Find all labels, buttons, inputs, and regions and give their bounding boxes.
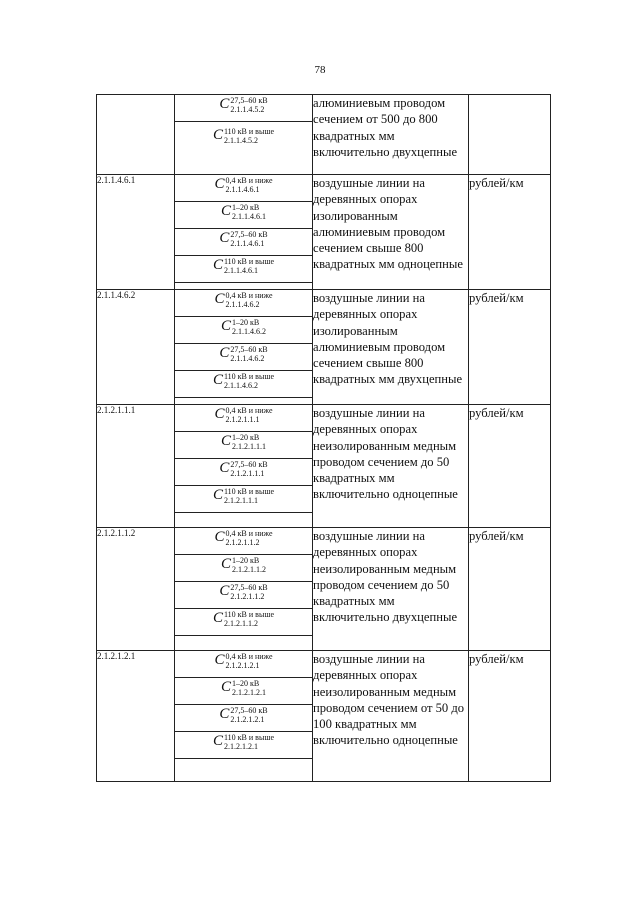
formula-cell xyxy=(175,344,313,371)
formula-cell xyxy=(175,459,313,486)
rate-formula: C 110 кВ и выше 2.1.1.4.5.2 xyxy=(212,126,275,145)
formula-subscript: 2.1.2.1.1.1 xyxy=(223,495,258,505)
formula-superscript: 110 кВ и выше xyxy=(223,732,275,742)
rate-formula: C 110 кВ и выше 2.1.1.4.6.1 xyxy=(212,256,275,275)
formula-cell xyxy=(175,678,313,705)
formula-subscript: 2.1.1.4.5.2 xyxy=(230,104,265,114)
formula-cell-empty xyxy=(175,398,313,405)
rate-formula: C 27,5–60 кВ 2.1.2.1.2.1 xyxy=(219,705,268,724)
formula-cell xyxy=(175,609,313,636)
rate-formula: C 27,5–60 кВ 2.1.1.4.6.1 xyxy=(219,229,268,248)
formula-superscript: 27,5–60 кВ xyxy=(230,582,268,592)
table-row xyxy=(97,405,551,432)
formula-subscript: 2.1.2.1.2.1 xyxy=(223,741,258,751)
rate-formula: C 27,5–60 кВ 2.1.2.1.1.1 xyxy=(219,459,268,478)
description-cell: алюминиевым проводом сечением от 500 до 800 квадратных мм включительно двухцепные xyxy=(313,95,469,175)
unit-cell xyxy=(469,95,551,175)
rate-formula: C 110 кВ и выше 2.1.1.4.6.2 xyxy=(212,371,275,390)
rate-formula: C 110 кВ и выше 2.1.2.1.2.1 xyxy=(212,732,275,751)
description-cell: воздушные линии на деревянных опорах неизолированным медным проводом сечением от 50 до 100 квадратных мм включительно одноцепные xyxy=(313,651,469,782)
code-cell: 2.1.2.1.1.1 xyxy=(97,405,175,528)
formula-cell xyxy=(175,317,313,344)
formula-cell xyxy=(175,528,313,555)
formula-superscript: 27,5–60 кВ xyxy=(230,459,268,469)
formula-subscript: 2.1.1.4.6.2 xyxy=(225,299,260,309)
unit-cell: рублей/км xyxy=(469,290,551,405)
formula-superscript: 27,5–60 кВ xyxy=(230,344,268,354)
table-row xyxy=(97,175,551,202)
formula-superscript: 110 кВ и выше xyxy=(223,371,275,381)
rate-formula: C 0,4 кВ и ниже 2.1.1.4.6.2 xyxy=(214,290,273,309)
formula-cell xyxy=(175,175,313,202)
formula-subscript: 2.1.2.1.2.1 xyxy=(230,714,265,724)
table-row xyxy=(97,651,551,678)
formula-superscript: 27,5–60 кВ xyxy=(230,229,268,239)
formula-superscript: 0,4 кВ и ниже xyxy=(225,528,273,538)
formula-superscript: 1–20 кВ xyxy=(232,317,260,327)
formula-superscript: 110 кВ и выше xyxy=(223,609,275,619)
formula-superscript: 1–20 кВ xyxy=(232,202,260,212)
rate-formula: C 0,4 кВ и ниже 2.1.2.1.2.1 xyxy=(214,651,273,670)
formula-subscript: 2.1.1.4.6.2 xyxy=(230,353,265,363)
formula-superscript: 1–20 кВ xyxy=(232,555,260,565)
formula-cell xyxy=(175,122,313,175)
description-cell: воздушные линии на деревянных опорах изолированным алюминиевым проводом сечением свыше 800 квадратных мм двухцепные xyxy=(313,290,469,405)
formula-cell xyxy=(175,371,313,398)
formula-superscript: 110 кВ и выше xyxy=(223,256,275,266)
formula-subscript: 2.1.1.4.6.1 xyxy=(232,211,266,221)
rate-formula: C 0,4 кВ и ниже 2.1.1.4.6.1 xyxy=(214,175,273,194)
formula-subscript: 2.1.2.1.1.1 xyxy=(225,414,260,424)
rate-formula: C 27,5–60 кВ 2.1.1.4.6.2 xyxy=(219,344,268,363)
formula-subscript: 2.1.2.1.1.2 xyxy=(223,618,258,628)
formula-superscript: 110 кВ и выше xyxy=(223,126,275,136)
formula-cell-empty xyxy=(175,513,313,528)
formula-superscript: 27,5–60 кВ xyxy=(230,95,268,105)
rate-formula: C 110 кВ и выше 2.1.2.1.1.1 xyxy=(212,486,275,505)
formula-cell xyxy=(175,229,313,256)
formula-subscript: 2.1.2.1.1.2 xyxy=(232,564,266,574)
description-cell: воздушные линии на деревянных опорах неизолированным медным проводом сечением до 50 квадратных мм включительно одноцепные xyxy=(313,405,469,528)
formula-superscript: 1–20 кВ xyxy=(232,678,260,688)
formula-subscript: 2.1.2.1.1.2 xyxy=(225,537,260,547)
formula-cell xyxy=(175,582,313,609)
formula-cell xyxy=(175,256,313,283)
formula-superscript: 0,4 кВ и ниже xyxy=(225,175,273,185)
formula-cell xyxy=(175,486,313,513)
formula-subscript: 2.1.1.4.6.1 xyxy=(230,238,265,248)
formula-cell xyxy=(175,705,313,732)
table-row xyxy=(97,95,551,122)
rate-formula: C 27,5–60 кВ 2.1.2.1.1.2 xyxy=(219,582,268,601)
formula-superscript: 1–20 кВ xyxy=(232,432,260,442)
formula-subscript: 2.1.2.1.1.1 xyxy=(230,468,265,478)
tariff-table xyxy=(96,94,551,782)
formula-subscript: 2.1.1.4.6.2 xyxy=(232,326,266,336)
description-cell: воздушные линии на деревянных опорах изолированным алюминиевым проводом сечением свыше 800 квадратных мм одноцепные xyxy=(313,175,469,290)
description-cell: воздушные линии на деревянных опорах неизолированным медным проводом сечением до 50 квадратных мм включительно двухцепные xyxy=(313,528,469,651)
formula-superscript: 27,5–60 кВ xyxy=(230,705,268,715)
formula-cell xyxy=(175,432,313,459)
formula-subscript: 2.1.2.1.2.1 xyxy=(232,687,266,697)
unit-cell: рублей/км xyxy=(469,405,551,528)
formula-superscript: 0,4 кВ и ниже xyxy=(225,651,273,661)
unit-cell: рублей/км xyxy=(469,528,551,651)
rate-formula: C 27,5–60 кВ 2.1.1.4.5.2 xyxy=(219,95,268,114)
unit-cell: рублей/км xyxy=(469,651,551,782)
formula-cell xyxy=(175,202,313,229)
code-cell: 2.1.1.4.6.1 xyxy=(97,175,175,290)
rate-formula: C 0,4 кВ и ниже 2.1.2.1.1.1 xyxy=(214,405,273,424)
page-number: 78 xyxy=(314,64,326,76)
formula-cell-empty xyxy=(175,636,313,651)
rate-formula: C 1–20 кВ 2.1.1.4.6.2 xyxy=(220,317,266,336)
rate-formula: C 110 кВ и выше 2.1.2.1.1.2 xyxy=(212,609,275,628)
formula-cell xyxy=(175,405,313,432)
rate-formula: C 1–20 кВ 2.1.2.1.1.1 xyxy=(220,432,266,451)
formula-subscript: 2.1.1.4.5.2 xyxy=(223,135,258,145)
formula-cell-empty xyxy=(175,759,313,782)
formula-cell-empty xyxy=(175,283,313,290)
formula-cell xyxy=(175,651,313,678)
formula-subscript: 2.1.1.4.6.1 xyxy=(223,265,258,275)
rate-formula: C 1–20 кВ 2.1.1.4.6.1 xyxy=(220,202,266,221)
rate-formula: C 1–20 кВ 2.1.2.1.1.2 xyxy=(220,555,266,574)
formula-subscript: 2.1.2.1.1.1 xyxy=(232,441,266,451)
table-row xyxy=(97,290,551,317)
rate-formula: C 0,4 кВ и ниже 2.1.2.1.1.2 xyxy=(214,528,273,547)
formula-subscript: 2.1.2.1.1.2 xyxy=(230,591,265,601)
formula-superscript: 0,4 кВ и ниже xyxy=(225,290,273,300)
formula-subscript: 2.1.1.4.6.1 xyxy=(225,184,260,194)
code-cell: 2.1.2.1.1.2 xyxy=(97,528,175,651)
code-cell xyxy=(97,95,175,175)
formula-cell xyxy=(175,555,313,582)
formula-subscript: 2.1.2.1.2.1 xyxy=(225,660,260,670)
formula-superscript: 110 кВ и выше xyxy=(223,486,275,496)
formula-subscript: 2.1.1.4.6.2 xyxy=(223,380,258,390)
rate-formula: C 1–20 кВ 2.1.2.1.2.1 xyxy=(220,678,266,697)
formula-superscript: 0,4 кВ и ниже xyxy=(225,405,273,415)
formula-cell xyxy=(175,732,313,759)
table-row xyxy=(97,528,551,555)
code-cell: 2.1.2.1.2.1 xyxy=(97,651,175,782)
unit-cell: рублей/км xyxy=(469,175,551,290)
formula-cell xyxy=(175,290,313,317)
code-cell: 2.1.1.4.6.2 xyxy=(97,290,175,405)
formula-cell xyxy=(175,95,313,122)
